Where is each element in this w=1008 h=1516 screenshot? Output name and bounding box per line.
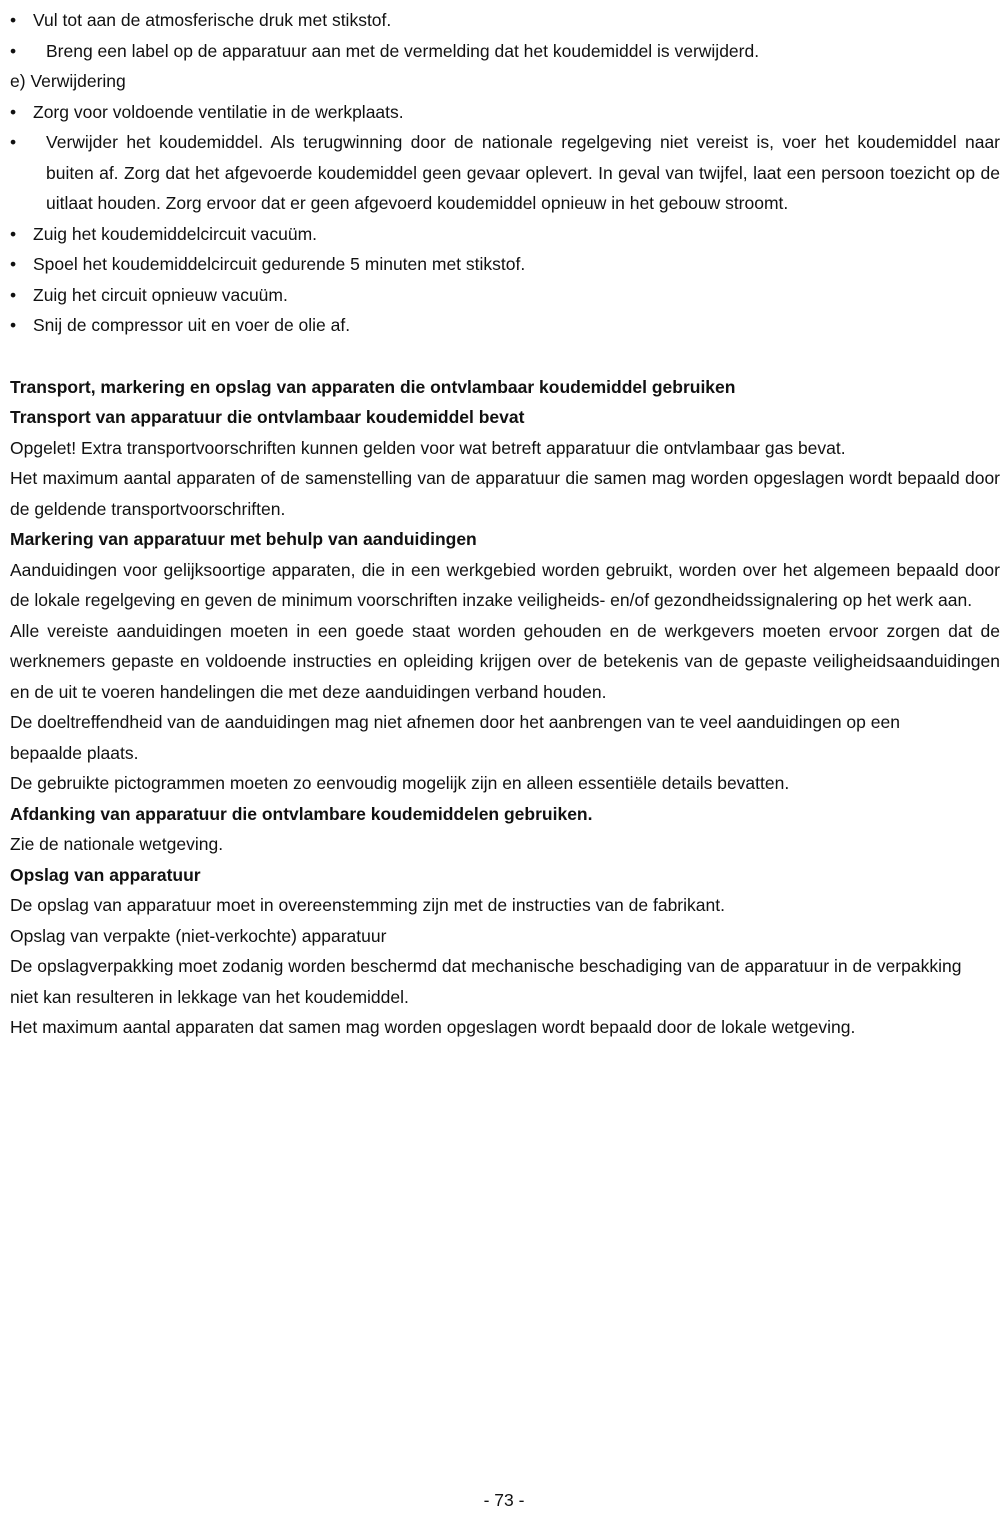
document-page — [10, 5, 1000, 1043]
marking-paragraph: De gebruikte pictogrammen moeten zo eenvoudig mogelijk zijn en alleen essentiële details bevatten. — [10, 773, 790, 793]
section-e-title: Verwijdering — [30, 71, 126, 91]
list-item-text: Zorg voor voldoende ventilatie in de werkplaats. — [33, 101, 404, 122]
section-spacer — [10, 341, 1000, 372]
list-item-text: Spoel het koudemiddelcircuit gedurende 5 minuten met stikstof. — [33, 254, 526, 274]
list-item — [10, 36, 1000, 67]
bullet-icon: • — [10, 10, 17, 30]
marking-paragraph: Alle vereiste aanduidingen moeten in een goede staat worden gehouden en de werkgevers moeten ervoor zorgen dat de werknemers gepaste en voldoende instructies en opleiding krijgen over de betekenis van de gepaste veiligheidsaanduidingen en de uit te voeren handelingen die met deze aanduidingen verband houden. — [10, 620, 1000, 702]
list-item-text: Zuig het circuit opnieuw vacuüm. — [33, 284, 288, 305]
storage-heading: Opslag van apparatuur — [10, 864, 201, 885]
list-item — [10, 5, 1000, 36]
transport-paragraph: Het maximum aantal apparaten of de samenstelling van de apparatuur die samen mag worden opgeslagen wordt bepaald door de geldende transportvoorschriften. — [10, 468, 1000, 519]
section-e-heading — [10, 66, 1000, 97]
bullet-icon: • — [10, 284, 17, 305]
list-item-text: Snij de compressor uit en voer de olie af. — [33, 315, 351, 335]
list-item-text: Breng een label op de apparatuur aan met de vermelding dat het koudemiddel is verwijderd. — [46, 40, 760, 61]
disposal-heading: Afdanking van apparatuur die ontvlambare koudemiddelen gebruiken. — [10, 803, 593, 824]
transport-sub-heading: Transport van apparatuur die ontvlambaar koudemiddel bevat — [10, 407, 525, 427]
bullet-icon: • — [10, 315, 17, 335]
list-item — [10, 127, 1000, 219]
bullet-icon: • — [10, 254, 17, 274]
storage-paragraph: De opslag van apparatuur moet in overeenstemming zijn met de instructies van de fabrikant. — [10, 895, 725, 915]
transport-main-heading: Transport, markering en opslag van apparaten die ontvlambaar koudemiddel gebruiken — [10, 376, 736, 397]
page-number: - 73 - — [483, 1490, 525, 1510]
transport-paragraph: Opgelet! Extra transportvoorschriften kunnen gelden voor wat betreft apparatuur die ontvlambaar gas bevat. — [10, 437, 846, 458]
list-item — [10, 310, 1000, 341]
bullet-icon: • — [10, 40, 17, 61]
bullet-icon: • — [10, 101, 17, 122]
bullet-icon: • — [10, 223, 17, 244]
list-item — [10, 249, 1000, 280]
disposal-paragraph: Zie de nationale wetgeving. — [10, 834, 224, 854]
bullet-icon: • — [10, 132, 17, 152]
list-item-text: Zuig het koudemiddelcircuit vacuüm. — [33, 223, 318, 244]
marking-paragraph: De doeltreffendheid van de aanduidingen mag niet afnemen door het aanbrengen van te veel aanduidingen op een bepaalde plaats. — [10, 712, 900, 763]
list-item — [10, 280, 1000, 311]
list-item — [10, 97, 1000, 128]
marking-heading: Markering van apparatuur met behulp van aanduidingen — [10, 529, 477, 549]
list-item — [10, 219, 1000, 250]
section-e-label: e) — [10, 71, 26, 91]
storage-paragraph: Opslag van verpakte (niet-verkochte) apparatuur — [10, 925, 387, 946]
marking-paragraph: Aanduidingen voor gelijksoortige apparaten, die in een werkgebied worden gebruikt, worden over het algemeen bepaald door de lokale regelgeving en geven de minimum voorschriften inzake veiligheids- en/of gezondheidssignalering op het werk aan. — [10, 559, 1000, 610]
list-item-text: Verwijder het koudemiddel. Als terugwinning door de nationale regelgeving niet vereist is, voer het koudemiddel naar buiten af. Zorg dat het afgevoerde koudemiddel geen gevaar oplevert. In geval van twijfel, laat een persoon toezicht op de uitlaat houden. Zorg ervoor dat er geen afgevoerd koudemiddel opnieuw in het gebouw stroomt. — [46, 132, 1000, 213]
storage-paragraph: Het maximum aantal apparaten dat samen mag worden opgeslagen wordt bepaald door de lokale wetgeving. — [10, 1017, 856, 1037]
list-item-text: Vul tot aan de atmosferische druk met stikstof. — [33, 10, 392, 30]
storage-paragraph: De opslagverpakking moet zodanig worden beschermd dat mechanische beschadiging van de apparatuur in de verpakking niet kan resulteren in lekkage van het koudemiddel. — [10, 956, 962, 1007]
